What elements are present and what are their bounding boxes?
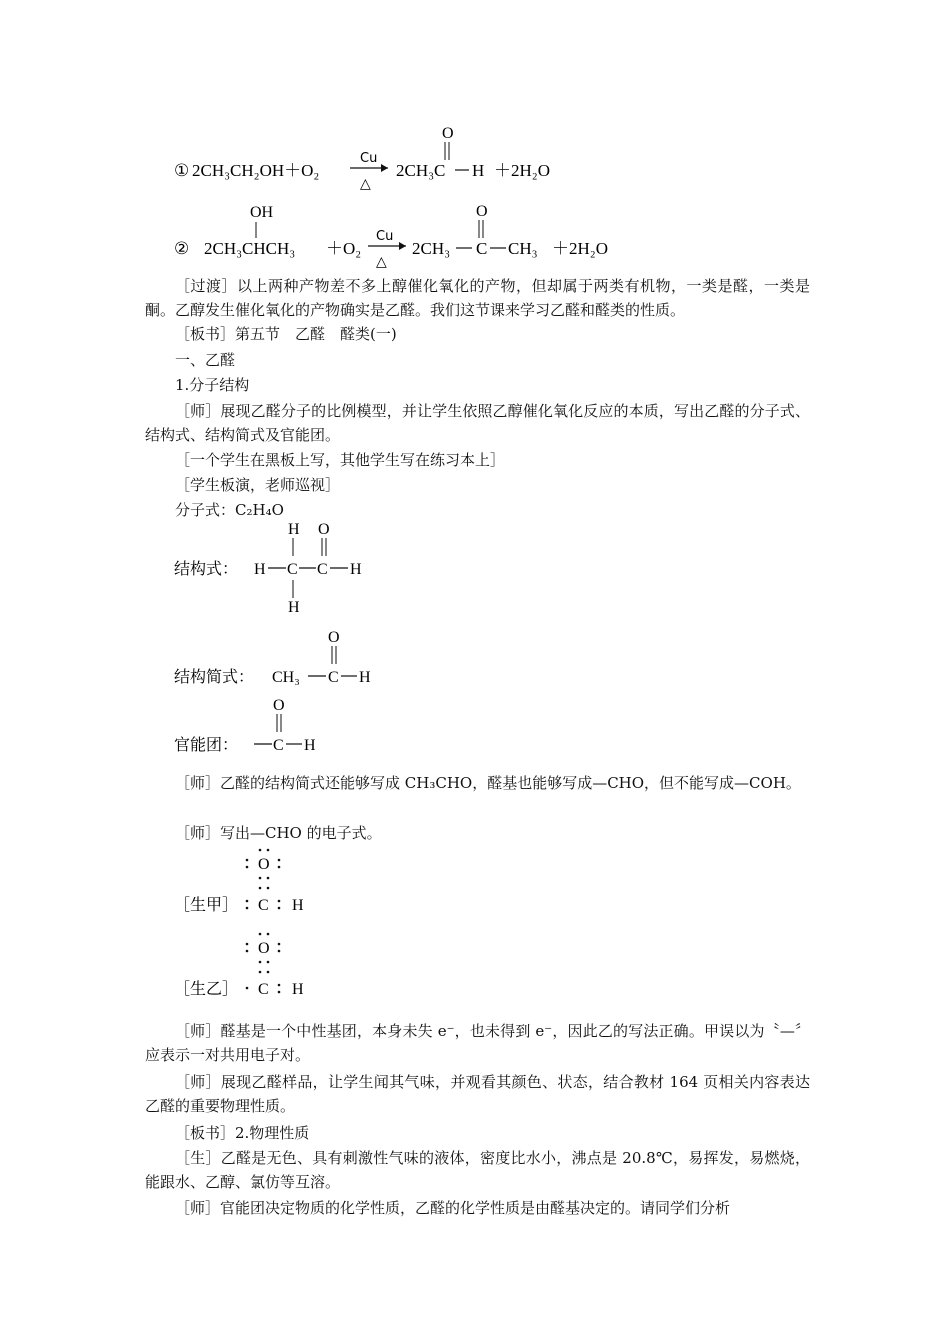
atom-h-left: H (254, 561, 266, 578)
equation-1 (170, 118, 590, 198)
condensed-h: H (359, 669, 371, 686)
functional-c: C (273, 737, 284, 754)
eb-c: C (258, 981, 269, 998)
eq1-product-left: 2CH₃C (396, 161, 446, 180)
teacher-paragraph-4: ［师］醛基是一个中性基团，本身未失 e⁻，也未得到 e⁻，因此乙的写法正确。甲误以为〝—〞应表示一对共用电子对。 (145, 1022, 810, 1064)
condensed-formula (170, 626, 410, 692)
eq1-water: ＋2H₂O (494, 161, 550, 180)
atom-h-top: H (288, 521, 300, 538)
electron-formula-a (170, 842, 370, 922)
note-2: ［学生板演，老师巡视］ (175, 476, 341, 494)
atom-c1: C (287, 561, 298, 578)
student-paragraph-1: ［生］乙醛是无色、具有刺激性气味的液体，密度比水小，沸点是 20.8℃，易挥发，易燃烧，能跟水、乙醇、氯仿等互溶。 (145, 1149, 810, 1191)
eq2-product-right: CH₃ (508, 239, 538, 258)
eq1-arrow-head (381, 164, 388, 172)
functional-o: O (273, 697, 285, 714)
atom-h-right: H (350, 561, 362, 578)
eq1-product-h: H (472, 161, 485, 180)
molecular-formula: 分子式：C₂H₄O (175, 501, 284, 519)
electron-formula-b (170, 926, 370, 1006)
structural-label: 结构式： (174, 559, 239, 578)
eq2-catalyst: Cu (376, 229, 394, 244)
eb-h: H (292, 981, 304, 998)
ea-o: O (258, 856, 270, 873)
student-b-label: ［生乙］ (174, 979, 239, 998)
eq2-oh: OH (250, 204, 274, 221)
condensed-c: C (328, 669, 339, 686)
eq1-condition: △ (360, 177, 371, 192)
equation-2 (170, 198, 630, 268)
student-a-label: ［生甲］ (174, 895, 239, 914)
condensed-o: O (328, 629, 340, 646)
eq2-arrow-head (399, 242, 406, 250)
ea-h: H (292, 897, 304, 914)
eb-o: O (258, 940, 270, 957)
atom-h-bottom: H (288, 599, 300, 616)
eq1-oxygen: O (442, 125, 454, 142)
note-1: ［一个学生在黑板上写，其他学生写在练习本上］ (175, 451, 506, 469)
section-heading: 一、乙醛 (175, 351, 236, 369)
teacher-paragraph-2: ［师］乙醛的结构简式还能够写成 CH₃CHO，醛基也能够写成—CHO，但不能写成—COH。 (175, 774, 801, 792)
eq2-oxygen-reactant: ＋O₂ (326, 239, 362, 258)
teacher-paragraph-3: ［师］写出—CHO 的电子式。 (175, 824, 382, 842)
functional-group (170, 694, 370, 758)
board-heading-1: ［板书］第五节 乙醛 醛类(一) (175, 325, 397, 343)
teacher-paragraph-5: ［师］展现乙醛样品，让学生闻其气味，并观看其颜色、状态，结合教材 164 页相关内容表达乙醛的重要物理性质。 (145, 1073, 810, 1115)
eq2-reactant: 2CH₃CHCH₃ (204, 239, 296, 258)
atom-o: O (318, 521, 330, 538)
condensed-label: 结构简式： (174, 667, 255, 686)
eq2-condition: △ (376, 255, 387, 268)
teacher-paragraph-6: ［师］官能团决定物质的化学性质，乙醛的化学性质是由醛基决定的。请同学们分析 (175, 1199, 731, 1217)
eq2-oxygen: O (476, 203, 488, 220)
eq1-number: ① (174, 161, 190, 180)
eq2-product-c: C (476, 239, 488, 258)
functional-label: 官能团： (174, 735, 239, 754)
transition-paragraph: ［过渡］以上两种产物差不多上醇催化氧化的产物，但却属于两类有机物，一类是醛，一类是酮。乙醇发生催化氧化的产物确实是乙醛。我们这节课来学习乙醛和醛类的性质。 (145, 277, 810, 319)
eq2-product-left: 2CH₃ (412, 239, 451, 258)
eq2-water: ＋2H₂O (552, 239, 608, 258)
eq1-catalyst: Cu (360, 151, 378, 166)
teacher-paragraph-1: ［师］展现乙醛分子的比例模型，并让学生依照乙醇催化氧化反应的本质，写出乙醛的分子式、结构式、结构简式及官能团。 (145, 402, 810, 444)
atom-c2: C (317, 561, 328, 578)
board-heading-2: ［板书］2.物理性质 (175, 1124, 310, 1142)
eq2-number: ② (174, 239, 190, 258)
condensed-ch3: CH₃ (272, 669, 300, 686)
subsection-heading: 1.分子结构 (175, 376, 250, 394)
functional-h: H (304, 737, 316, 754)
eq1-reactant: 2CH₃CH₂OH＋O₂ (192, 161, 320, 180)
structural-formula (170, 518, 410, 618)
ea-c: C (258, 897, 269, 914)
